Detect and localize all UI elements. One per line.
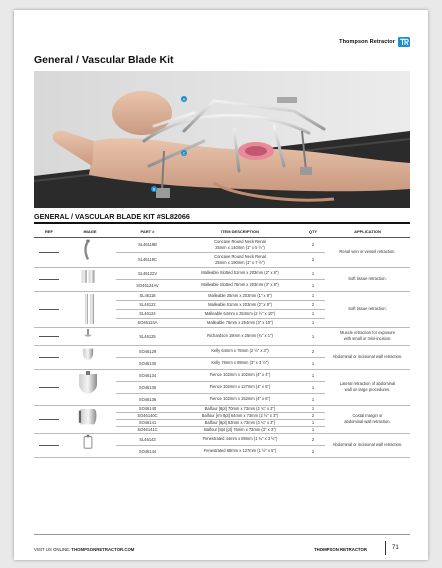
description-line: Fience 102mm x 102mm (4" x 4"): [209, 372, 271, 378]
blade-thumbnail: [66, 370, 110, 404]
page-title: General / Vascular Blade Kit: [34, 54, 174, 66]
description-line: Malleable 25mm x 203mm (1" x 8"): [208, 292, 272, 298]
description-cell: [179, 291, 301, 300]
footer-separator: [385, 541, 386, 555]
parts-table: [34, 226, 410, 458]
description-cell: [179, 309, 301, 318]
quantity-cell: 2: [301, 433, 325, 445]
quantity-cell: 1: [301, 405, 325, 412]
ref-cell: [34, 405, 64, 433]
application-cell: [325, 345, 410, 369]
description-line: Malleable Slotted 51mm x 203mm (2" x 8"): [201, 270, 279, 276]
quantity-cell: 2: [301, 300, 325, 309]
ref-cell: [34, 345, 64, 369]
footer-visit-prefix: VISIT US ONLINE:: [34, 547, 71, 552]
blade-image-cell: [64, 405, 116, 433]
table-row: [34, 237, 410, 252]
description-line: 25mm x 140mm (1" x 5 ½"): [215, 244, 265, 250]
description-cell: [179, 393, 301, 405]
ref-cell: [34, 291, 64, 327]
description-cell: [179, 279, 301, 291]
quantity-cell: 1: [301, 318, 325, 327]
application-line: wall on large procedures.: [344, 387, 391, 392]
blade-image-cell: [64, 433, 116, 457]
application-cell: [325, 291, 410, 327]
application-cell: [325, 237, 410, 267]
callout-b: [151, 186, 157, 192]
ref-cell: [34, 237, 64, 267]
parts-table-body: [34, 237, 410, 457]
ref-blank-line: [39, 357, 59, 358]
footer-visit: [34, 547, 134, 552]
col-application: APPLICATION: [325, 226, 410, 237]
quantity-cell: 1: [301, 291, 325, 300]
part-number-cell: SO46141C: [116, 426, 179, 433]
application-line: Soft tissue retraction.: [348, 276, 387, 282]
kit-divider: [34, 222, 410, 224]
quantity-cell: 1: [301, 393, 325, 405]
description-line: 25mm x 190mm (1" x 7 ½"): [215, 259, 265, 265]
description-line: Richardson 19mm x 25mm (¾" x 1"): [207, 333, 273, 339]
page-number: 71: [392, 545, 399, 551]
description-line: Balfour [rm 8pt] 64mm x 73mm (2 ½" x 3"): [201, 412, 279, 418]
table-row: [34, 345, 410, 357]
brand-name: Thompson Retractor: [339, 39, 395, 45]
ref-cell: [34, 327, 64, 345]
description-line: Concave Round Neck Renal: [214, 253, 266, 259]
quantity-cell: 1: [301, 309, 325, 318]
catalog-page: [14, 10, 428, 560]
description-line: Balfour [8pt] 83mm x 73mm (3 ¼" x 3"): [204, 419, 276, 425]
kit-part-number: #SL82066: [156, 212, 190, 221]
ref-blank-line: [39, 336, 59, 337]
description-cell: [179, 433, 301, 445]
quantity-cell: 1: [301, 381, 325, 393]
quantity-cell: 1: [301, 357, 325, 369]
kit-name: GENERAL / VASCULAR BLADE KIT: [34, 212, 155, 221]
blade-image-cell: [64, 291, 116, 327]
part-number-cell: SL46118: [116, 291, 179, 300]
description-cell: [179, 405, 301, 412]
description-line: Kelly 76mm x 89mm (3" x 3 ½"): [211, 360, 269, 366]
quantity-cell: 1: [301, 279, 325, 291]
kit-title: [34, 212, 190, 221]
blade-image-cell: [64, 345, 116, 369]
description-cell: [179, 252, 301, 267]
description-line: Fience 102mm x 127mm (4" x 5"): [209, 384, 271, 390]
table-row: [34, 433, 410, 445]
quantity-cell: 2: [301, 445, 325, 457]
svg-text:B: B: [152, 187, 156, 192]
table-row: [34, 327, 410, 345]
application-line: with small or mini-incision.: [343, 336, 392, 341]
description-cell: [179, 419, 301, 426]
description-line: Balfour [8pt (pt] 76mm x 73mm (3" x 3"): [204, 426, 276, 432]
col-image: IMAGE: [64, 226, 116, 237]
part-number-cell: SL46119C: [116, 252, 179, 267]
table-row: [34, 405, 410, 412]
application-line: Costal margin or: [352, 413, 383, 419]
svg-text:C: C: [182, 151, 186, 156]
description-line: Fenestrated 44mm x 89mm (1 ¾" x 3 ½"): [202, 436, 278, 442]
description-line: Malleable Slotted 76mm x 203mm (3" x 8"): [201, 282, 279, 288]
description-cell: [179, 381, 301, 393]
description-cell: [179, 426, 301, 433]
quantity-cell: 1: [301, 267, 325, 279]
description-cell: [179, 369, 301, 381]
blade-thumbnail: [66, 328, 110, 344]
col-qty: QTY: [301, 226, 325, 237]
part-number-cell: SO46129: [116, 345, 179, 357]
application-line: Abdominal or incisional wall retraction.: [332, 354, 403, 360]
ref-blank-line: [39, 252, 59, 253]
ref-blank-line: [39, 419, 59, 420]
ref-cell: [34, 369, 64, 405]
quantity-cell: 2: [301, 345, 325, 357]
description-cell: [179, 327, 301, 345]
ref-cell: [34, 433, 64, 457]
application-cell: [325, 405, 410, 433]
part-number-cell: SL46143: [116, 433, 179, 445]
description-line: Malleable 76mm x 254mm (3" x 10"): [207, 319, 273, 325]
brand-header: [339, 37, 410, 47]
part-number-cell: SO46124AV: [116, 279, 179, 291]
application-cell: [325, 369, 410, 405]
blade-thumbnail: [66, 434, 110, 456]
part-number-cell: SL46122V: [116, 267, 179, 279]
description-cell: [179, 300, 301, 309]
application-line: Muscle retraction for exposure: [339, 330, 396, 336]
description-line: Fience 102mm x 152mm (4" x 6"): [209, 396, 271, 402]
ref-blank-line: [39, 309, 59, 310]
description-line: Fenestrated 68mm x 127mm (1 ½" x 5"): [203, 448, 277, 454]
part-number-cell: SL46124: [116, 309, 179, 318]
blade-image-cell: [64, 237, 116, 267]
part-number-cell: SO46130: [116, 357, 179, 369]
quantity-cell: 2: [301, 412, 325, 419]
application-line: Lateral retraction of abdominal: [339, 381, 396, 387]
callout-c: [181, 150, 187, 156]
quantity-cell: 2: [301, 237, 325, 252]
table-header-row: [34, 226, 410, 237]
part-number-cell: SO46141: [116, 419, 179, 426]
application-cell: [325, 327, 410, 345]
quantity-cell: 1: [301, 369, 325, 381]
ref-blank-line: [39, 279, 59, 280]
part-number-cell: SO46136: [116, 393, 179, 405]
application-line: abdominal wall retraction.: [344, 419, 391, 424]
description-cell: [179, 357, 301, 369]
quantity-cell: 1: [301, 426, 325, 433]
blade-image-cell: [64, 267, 116, 291]
application-line: Renal vein or vessel retraction.: [339, 249, 396, 255]
table-row: [34, 369, 410, 381]
callout-a: [181, 96, 187, 102]
description-line: Concave Round Neck Renal: [214, 238, 266, 244]
col-description: ITEM DESCRIPTION: [179, 226, 301, 237]
description-cell: [179, 445, 301, 457]
table-row: [34, 291, 410, 300]
description-line: Kelly 64mm x 76mm (2 ½" x 3"): [211, 348, 269, 354]
application-cell: [325, 433, 410, 457]
blade-thumbnail: [66, 292, 110, 326]
part-number-cell: SL46125: [116, 327, 179, 345]
application-cell: [325, 267, 410, 291]
application-line: Abdominal or incisional wall retraction.: [332, 442, 403, 448]
description-cell: [179, 318, 301, 327]
part-number-cell: SO46124A: [116, 318, 179, 327]
blade-image-cell: [64, 369, 116, 405]
ref-blank-line: [39, 387, 59, 388]
description-cell: [179, 237, 301, 252]
blade-thumbnail: [66, 238, 110, 266]
part-number-cell: SO46140C: [116, 412, 179, 419]
footer-divider: [34, 534, 410, 535]
footer-url[interactable]: THOMPSONRETRACTOR.COM: [71, 547, 135, 552]
part-number-cell: SL46119B: [116, 237, 179, 252]
description-cell: [179, 267, 301, 279]
blade-thumbnail: [66, 268, 110, 290]
col-ref: REF: [34, 226, 64, 237]
part-number-cell: SO46135: [116, 381, 179, 393]
surgical-setup-illustration: [34, 71, 410, 208]
quantity-cell: 2: [301, 252, 325, 267]
description-line: Balfour [8pt] 70mm x 73mm (2 ¾" x 3"): [204, 405, 276, 411]
table-row: [34, 267, 410, 279]
blade-thumbnail: [66, 346, 110, 368]
description-line: Malleable 64mm x 254mm (2 ½" x 10"): [204, 310, 276, 316]
part-number-cell: SO46134: [116, 369, 179, 381]
footer-brand: THOMPSON RETRACTOR: [314, 547, 367, 552]
part-number-cell: SL46122: [116, 300, 179, 309]
description-line: Malleable 51mm x 203mm (2" x 8"): [208, 301, 272, 307]
quantity-cell: 1: [301, 419, 325, 426]
quantity-cell: 1: [301, 327, 325, 345]
part-number-cell: SO46140: [116, 405, 179, 412]
svg-text:A: A: [182, 97, 186, 102]
ref-blank-line: [39, 445, 59, 446]
part-number-cell: SO46144: [116, 445, 179, 457]
blade-thumbnail: [66, 406, 110, 432]
description-cell: [179, 412, 301, 419]
application-line: Soft tissue retraction.: [348, 306, 387, 312]
description-cell: [179, 345, 301, 357]
blade-image-cell: [64, 327, 116, 345]
tr-logo-icon: [398, 37, 410, 47]
ref-cell: [34, 267, 64, 291]
col-part: PART #: [116, 226, 179, 237]
